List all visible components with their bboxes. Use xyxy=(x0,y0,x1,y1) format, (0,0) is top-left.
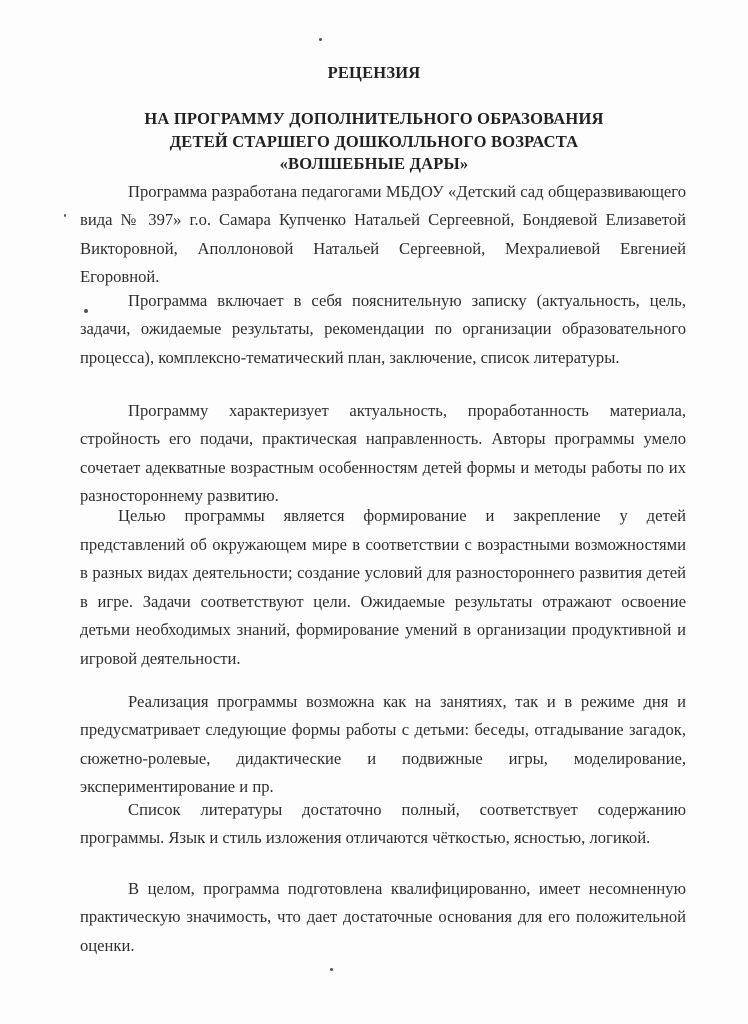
scan-speck xyxy=(330,968,333,971)
scan-speck xyxy=(319,38,322,41)
paragraph-conclusion: В целом, программа подготовлена квалифицированно, имеет несомненную практическую значимость, что дает достаточные основания для его положительной оценки. xyxy=(80,879,686,955)
paragraph-structure: Программа включает в себя пояснительную записку (актуальность, цель, задачи, ожидаемые результаты, рекомендации по организации образовательного процесса), комплексно-тематический план, заключение, список литературы. xyxy=(80,291,686,367)
document-subtitle-line-2: ДЕТЕЙ СТАРШЕГО ДОШКОЛЛЬНОГО ВОЗРАСТА xyxy=(169,132,579,151)
scan-speck xyxy=(64,214,66,217)
paragraph-goals: Целью программы является формирование и закрепление у детей представлений об окружающем мире в соответствии с возрастными возможностями в разных видах деятельности; создание условий для разностороннего развития детей в игре. Задачи соответствуют цели. Ожидаемые результаты отражают освоение детьми необходимых знаний, формирование умений в организации продуктивной и игровой деятельности. xyxy=(80,506,686,668)
paragraph-authors: Программа разработана педагогами МБДОУ «Детский сад общеразвивающего вида № 397» г.о. Самара Купченко Натальей Сергеевной, Бондяевой Елизаветой Викторовной, Аполлоновой Натальей Сергеевной, Мехралиевой Евгенией Егоровной. xyxy=(80,182,686,286)
paragraph-implementation: Реализация программы возможна как на занятиях, так и в режиме дня и предусматривает следующие формы работы с детьми: беседы, отгадывание загадок, сюжетно-ролевые, дидактические и подвижные игры, моделирование, экспериментирование и пр. xyxy=(80,692,686,796)
document-subtitle-line-1: НА ПРОГРАММУ ДОПОЛНИТЕЛЬНОГО ОБРАЗОВАНИЯ xyxy=(144,109,604,128)
paragraph-literature: Список литературы достаточно полный, соответствует содержанию программы. Язык и стиль изложения отличаются чёткостью, ясностью, логикой. xyxy=(80,800,686,848)
document-subtitle-line-3: «ВОЛШЕБНЫЕ ДАРЫ» xyxy=(279,154,469,173)
document-title: РЕЦЕНЗИЯ xyxy=(327,63,421,82)
paragraph-characteristics: Программу характеризует актуальность, проработанность материала, стройность его подачи, практическая направленность. Авторы программы умело сочетает адекватные возрастным особенностям детей формы и методы работы по их разностороннему развитию. xyxy=(80,401,686,505)
